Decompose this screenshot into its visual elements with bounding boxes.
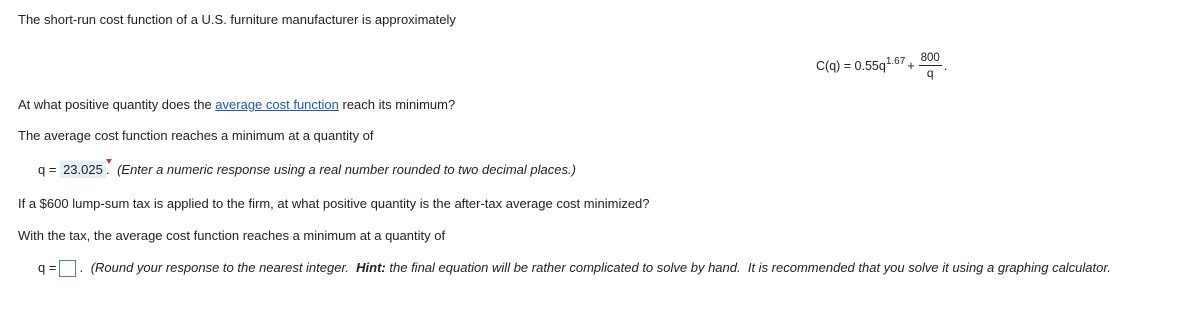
q2-answer-period: . (79, 260, 84, 275)
question-2-statement: With the tax, the average cost function reaches a minimum at a quantity of (18, 228, 446, 243)
formula-plus: + (907, 59, 915, 73)
formula-end: . (943, 59, 948, 73)
formula-denominator: q (926, 65, 934, 80)
hint-text: the final equation will be rather complicated to solve by hand. (389, 260, 741, 275)
formula-exponent: 1.67 (885, 55, 906, 67)
q1-instruction: (Enter a numeric response using a real number rounded to two decimal places.) (117, 162, 576, 177)
q2-instruction (91, 260, 1111, 275)
question-1-suffix: reach its minimum? (338, 97, 456, 112)
question-2: If a $600 lump-sum tax is applied to the firm, at what positive quantity is the after-tax average cost minimized? (18, 196, 650, 211)
q2-answer-input[interactable] (59, 260, 76, 277)
q1-answer-period: . (105, 162, 110, 177)
formula-numerator: 800 (920, 51, 940, 64)
q1-answer-field[interactable] (60, 161, 106, 178)
incorrect-mark-icon (106, 159, 112, 164)
question-1-prefix: At what positive quantity does the (18, 97, 216, 112)
formula-fraction (919, 52, 942, 81)
question-2-answer-row (38, 260, 1111, 277)
cost-formula (816, 44, 947, 88)
question-1 (18, 97, 455, 112)
hint-label: Hint: (356, 260, 386, 275)
formula-lhs: C(q) = 0.55q (816, 59, 886, 73)
intro-text: The short-run cost function of a U.S. furniture manufacturer is approximately (18, 12, 456, 27)
question-1-statement: The average cost function reaches a minimum at a quantity of (18, 128, 374, 143)
recommendation-text: It is recommended that you solve it using a graphing calculator. (747, 260, 1111, 275)
average-cost-function-link[interactable]: average cost function (215, 97, 339, 112)
q1-answer-label: q = (38, 162, 57, 177)
q1-answer-value: 23.025 (63, 162, 103, 177)
q2-answer-label: q = (38, 260, 57, 275)
question-1-answer-row (38, 161, 576, 178)
q2-instruction-pre: (Round your response to the nearest integer. (90, 260, 349, 275)
